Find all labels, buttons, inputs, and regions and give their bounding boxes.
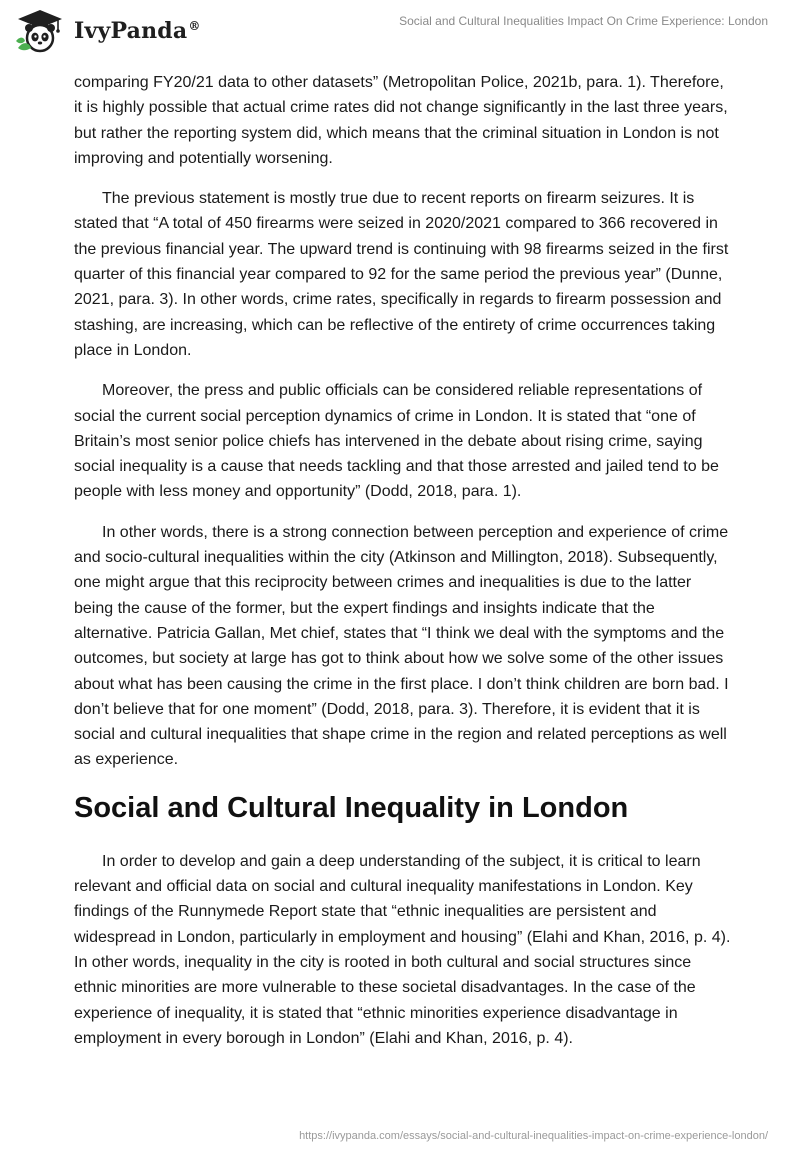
page-header xyxy=(0,0,800,64)
panda-graduate-icon xyxy=(14,8,66,54)
paragraph-5: In order to develop and gain a deep understanding of the subject, it is critical to learn relevant and official data on social and cultural inequality manifestations in London. Key findings of the Runnymede Report state that “ethnic inequalities are persistent and widespread in London, particularly in employment and housing” (Elahi and Khan, 2016, p. 4). In other words, inequality in the city is rooted in both cultural and social structures since ethnic minorities are more vulnerable to these societal disadvantages. In the case of the experience of inequality, it is stated that “ethnic minorities experience disadvantage in employment in every borough in London” (Elahi and Khan, 2016, p. 4). xyxy=(74,852,731,1047)
section-heading: Social and Cultural Inequality in London xyxy=(74,791,629,824)
paragraph-3: Moreover, the press and public officials can be considered reliable representations of social the current social perception dynamics of crime in London. It is stated that “one of Britain’s most senior police chiefs has intervened in the debate about rising crime, saying social inequality is a cause that needs tackling and that those arrested and jailed tend to be people with less money and opportunity” (Dodd, 2018, para. 1). xyxy=(74,382,719,501)
document-title: Social and Cultural Inequalities Impact On Crime Experience: London xyxy=(399,14,768,28)
brand-name: IvyPanda® xyxy=(74,18,201,44)
essay-body xyxy=(74,70,734,1066)
registered-mark: ® xyxy=(188,18,201,33)
brand-logo[interactable] xyxy=(14,8,201,54)
paragraph-4: In other words, there is a strong connection between perception and experience of crime and socio-cultural inequalities within the city (Atkinson and Millington, 2018). Subsequently, one might argue that this reciprocity between crimes and inequalities is due to the latter being the cause of the former, but the expert findings and insights indicate that the alternative. Patricia Gallan, Met chief, states that “I think we deal with the symptoms and the outcomes, but society at large has got to think about how we solve some of the other issues about what has been causing the crime in the first place. I don’t think children are born bad. I don’t believe that for one moment” (Dodd, 2018, para. 3). Therefore, it is evident that it is social and cultural inequalities that shape crime in the region and related perceptions as well as experience. xyxy=(74,523,729,769)
source-url[interactable]: https://ivypanda.com/essays/social-and-cultural-inequalities-impact-on-crime-experience-london/ xyxy=(299,1130,768,1142)
paragraph-2: The previous statement is mostly true due to recent reports on firearm seizures. It is stated that “A total of 450 firearms were seized in 2020/2021 compared to 366 recovered in the previous financial year. The upward trend is continuing with 98 firearms seized in the first quarter of this financial year compared to 92 for the same period the previous year” (Dunne, 2021, para. 3). In other words, crime rates, specifically in regards to firearm possession and stashing, are increasing, which can be reflective of the entirety of crime occurrences taking place in London. xyxy=(74,190,729,359)
paragraph-1: comparing FY20/21 data to other datasets” (Metropolitan Police, 2021b, para. 1). Therefore, it is highly possible that actual crime rates did not change significantly in the last three years, but rather the reporting system did, which means that the criminal situation in London is not improving and potentially worsening. xyxy=(74,74,728,167)
